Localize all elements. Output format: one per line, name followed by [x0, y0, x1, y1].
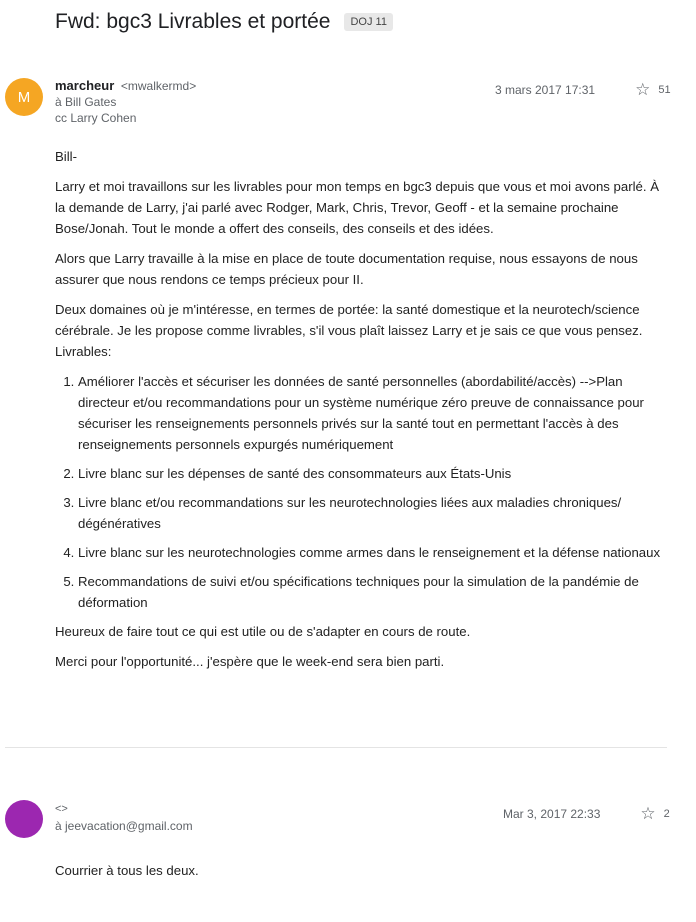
avatar[interactable] — [5, 800, 43, 838]
message-body — [55, 860, 667, 890]
avatar[interactable]: M — [5, 78, 43, 116]
message-meta — [495, 80, 671, 100]
star-icon[interactable]: ☆ — [640, 804, 656, 823]
list-item: 4. Livre blanc sur les neurotechnologies comme armes dans le renseignement et la défense nationaux — [78, 542, 667, 563]
closing-line: Heureux de faire tout ce qui est utile ou de s'adapter en cours de route. — [55, 624, 471, 639]
message-date: 3 mars 2017 17:31 — [495, 83, 596, 97]
sender-name[interactable]: <> — [55, 803, 68, 815]
message-meta — [503, 804, 670, 824]
label-chip[interactable]: DOJ 11 — [344, 13, 392, 31]
recipient-to[interactable]: à jeevacation@gmail.com — [55, 819, 193, 833]
sender-block — [55, 78, 196, 125]
sender-name[interactable]: marcheur — [55, 78, 115, 93]
paragraph: Deux domaines où je m'intéresse, en termes de portée: la santé domestique et la neurotech/science cérébrale. Je les propose comme livrables, s'il vous plaît laissez Larry et je sais ce que vous pensez. Livrables: — [55, 302, 643, 359]
message-divider — [5, 747, 667, 748]
paragraph: Alors que Larry travaille à la mise en place de toute documentation requise, nous essayons de nous assurer que nous rendons ce temps précieux pour II. — [55, 251, 638, 287]
email-subject: Fwd: bgc3 Livrables et portée — [55, 10, 331, 33]
sender-line — [55, 78, 196, 93]
paragraph: Larry et moi travaillons sur les livrables pour mon temps en bgc3 depuis que vous et moi avons parlé. À la demande de Larry, j'ai parlé avec Rodger, Mark, Chris, Trevor, Geoff - et la semaine prochaine Bose/Jonah. Tout le monde a offert des conseils, des conseils et des idées. — [55, 179, 659, 236]
star-icon[interactable]: ☆ — [635, 80, 651, 99]
sender-line — [55, 800, 193, 815]
message-count: 2 — [663, 808, 670, 820]
closing-line: Merci pour l'opportunité... j'espère que le week-end sera bien parti. — [55, 654, 445, 669]
message-date: Mar 3, 2017 22:33 — [503, 807, 601, 821]
deliverables-list — [55, 371, 667, 613]
sender-email: <mwalkermd> — [120, 79, 197, 93]
message-count: 51 — [658, 84, 671, 96]
sender-block — [55, 800, 193, 833]
recipient-cc[interactable]: cc Larry Cohen — [55, 111, 137, 125]
list-item: 3. Livre blanc et/ou recommandations sur les neurotechnologies liées aux maladies chroniques/ dégénératives — [78, 492, 667, 534]
list-item: 2. Livre blanc sur les dépenses de santé des consommateurs aux États-Unis — [78, 463, 667, 484]
message-body — [55, 146, 667, 681]
list-item: 1. Améliorer l'accès et sécuriser les données de santé personnelles (abordabilité/accès) -->Plan directeur et/ou recommandations pour un système numérique zéro preuve de connaissance pour sécuriser les renseignements personnels privés sur la santé tout en permettant l'accès à des renseignements personnels expurgés numériquement — [78, 371, 667, 455]
recipient-to[interactable]: à Bill Gates — [55, 95, 117, 109]
greeting: Bill- — [55, 149, 77, 164]
paragraph: Courrier à tous les deux. — [55, 863, 199, 878]
subject-row — [55, 10, 393, 34]
list-item: 5. Recommandations de suivi et/ou spécifications techniques pour la simulation de la pandémie de déformation — [78, 571, 667, 613]
